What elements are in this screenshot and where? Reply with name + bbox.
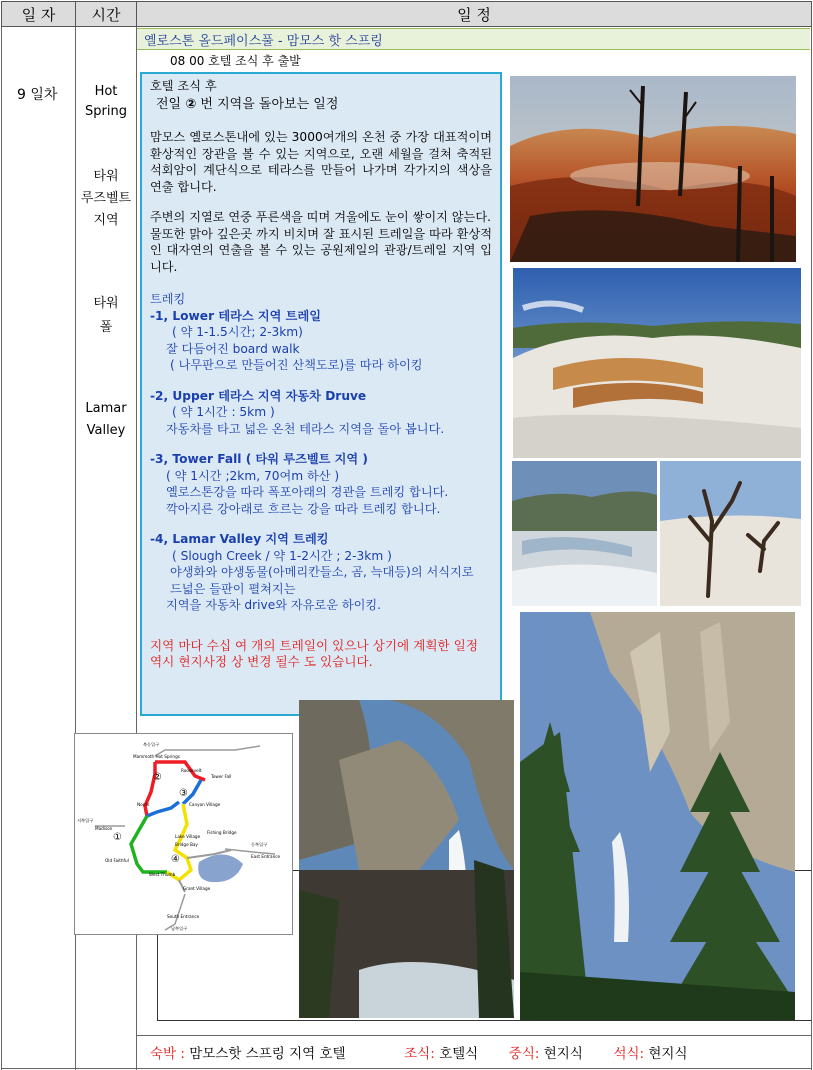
map-label: 북동입구 xyxy=(143,742,160,747)
time-line: 지역 xyxy=(93,213,119,228)
time-line: Spring xyxy=(85,104,127,119)
photo-dead-tree xyxy=(660,461,801,606)
map-label: Old Faithful xyxy=(105,858,129,863)
time-line: Hot xyxy=(94,84,118,99)
map-label: 동쪽입구 xyxy=(251,842,268,847)
box-line2 xyxy=(150,97,492,114)
time-line: 폴 xyxy=(99,320,113,335)
map-marker: ① xyxy=(113,832,122,843)
map-marker: ② xyxy=(153,772,162,783)
photo-terrace-steam xyxy=(512,461,657,606)
trek1-c: ( 나무판으로 만들어진 산책도로)를 따라 하이킹 xyxy=(170,358,423,372)
notice-text: 지역 마다 수십 여 개의 트레일이 있으나 상기에 계획한 일정 역시 현지사정 상 변경 될수 도 있습니다. xyxy=(150,637,479,669)
grid-line xyxy=(811,27,812,1070)
map-label: 남쪽입구 xyxy=(171,926,188,931)
map-label: 서쪽입구 xyxy=(77,818,94,823)
header-schedule-label: 일 정 xyxy=(457,5,491,24)
header-time-label: 시간 xyxy=(91,5,121,24)
trek-title: 트레킹 xyxy=(150,292,186,306)
meal-footer xyxy=(150,1042,688,1062)
grid-line xyxy=(157,1020,811,1021)
trek3-c: 깍아지른 강아래로 흐르는 강을 따라 트레킹 합니다. xyxy=(166,501,441,516)
stay-label: 숙박 : xyxy=(150,1046,185,1062)
grid-line xyxy=(1,27,2,1070)
trek2-a: ( 약 1시간 : 5km ) xyxy=(172,405,275,419)
trek1-heading: -1, Lower 테라스 지역 트레일 xyxy=(150,308,321,323)
trek3-b: 옐로스톤강을 따라 폭포아래의 경관을 트레킹 합니다. xyxy=(166,485,449,499)
map-marker: ④ xyxy=(171,854,180,865)
map-label: Lake Village xyxy=(175,834,201,839)
circle-number: ② xyxy=(185,96,197,112)
header-schedule xyxy=(136,1,812,27)
box-para2b: 물또한 맑아 깊은곳 까지 비치며 잘 표시된 트레일을 따라 환상적인 대자연의 연출을 볼 수 있는 공원제일의 관광/트레일 지역 입니다. xyxy=(150,226,492,274)
time-line: 루즈벨트 xyxy=(80,191,132,206)
photo-tower-fall-forest xyxy=(520,612,795,1020)
map-label: East Entrance xyxy=(251,854,281,859)
header-time xyxy=(75,1,137,27)
box-line2-post: 번 지역을 돌아보는 일정 xyxy=(200,96,339,112)
trek2-heading: -2, Upper 테라스 지역 자동차 Druve xyxy=(150,388,367,403)
dinner-value: 현지식 xyxy=(648,1046,688,1062)
box-line1: 호텔 조식 후 xyxy=(150,79,217,93)
route-banner xyxy=(137,28,810,50)
description-box xyxy=(140,72,502,716)
time-tower-fall xyxy=(76,292,136,340)
stay-value: 맘모스핫 스프링 지역 호텔 xyxy=(189,1046,346,1062)
map-label: Madison xyxy=(95,826,113,831)
grid-line xyxy=(1,1068,812,1069)
trek1-a: ( 약 1-1.5시간; 2-3km) xyxy=(172,325,303,339)
lunch-value: 현지식 xyxy=(543,1046,583,1062)
park-map xyxy=(74,733,293,935)
map-label: Canyon Village xyxy=(189,802,221,807)
header-day-label: 일 자 xyxy=(21,5,56,24)
time-lamar-valley xyxy=(76,398,136,442)
photo-upper-terraces xyxy=(513,268,801,458)
map-label: Mammoth Hot Springs xyxy=(133,754,180,759)
breakfast-value: 호텔식 xyxy=(439,1046,479,1062)
map-label: Tower Fall xyxy=(211,774,232,779)
map-label: Fishing Bridge xyxy=(207,830,237,835)
lunch-label: 중식: xyxy=(508,1046,540,1062)
trek4-heading: -4, Lamar Valley 지역 트레킹 xyxy=(150,532,329,546)
time-line: Lamar xyxy=(85,401,127,416)
breakfast-label: 조식: xyxy=(404,1046,435,1062)
map-label: West Thumb xyxy=(149,872,176,877)
box-para1: 맘모스 옐로스톤내에 있는 3000여개의 온천 중 가장 대표적이며 환상적인 장관을 볼 수 있는 지역으로, 오랜 세월을 걸쳐 축적된 석회암이 계단식으로 테라스를 만들어 나가며 각가지의 색상을 연출 합니다. xyxy=(150,130,492,194)
box-para2a: 주변의 지열로 연중 푸른색을 띠며 겨울에도 눈이 쌓이지 않는다. xyxy=(150,210,491,224)
day-label: 9 일차 xyxy=(17,87,58,103)
dinner-label: 석식: xyxy=(613,1046,645,1062)
map-label: South Entrance xyxy=(167,914,200,919)
departure-line: 08 00 호텔 조식 후 출발 xyxy=(170,54,301,68)
map-label: Norris xyxy=(137,802,150,807)
time-line: 타워 xyxy=(93,169,119,184)
trek2-b: 자동차를 타고 넓은 온천 테라스 지역을 돌아 봅니다. xyxy=(166,421,445,436)
map-label: Bridge Bay xyxy=(175,842,198,847)
map-marker: ③ xyxy=(179,788,188,799)
trek1-b: 잘 다듬어진 board walk xyxy=(166,341,300,356)
photo-tower-fall-rainbow xyxy=(299,700,514,1018)
trek3-heading: -3, Tower Fall ( 타워 루즈벨트 지역 ) xyxy=(150,452,368,466)
map-label: Roosevelt xyxy=(181,768,202,773)
trek3-a: ( 약 1시간 ;2km, 70여m 하산 ) xyxy=(166,468,340,483)
time-line: 타워 xyxy=(93,296,119,311)
trek4-a: ( Slough Creek / 약 1-2시간 ; 2-3km ) xyxy=(172,548,392,563)
trek4-b: 야생화와 야생동물(아메리칸들소, 곰, 늑대등)의 서식지로 드넓은 들판이 펼쳐지는 xyxy=(170,565,474,596)
grid-line xyxy=(136,1035,812,1036)
route-banner-text: 옐로스톤 올드페이스풀 - 맘모스 핫 스프링 xyxy=(144,33,383,49)
photo-mammoth-terraces xyxy=(510,76,796,262)
time-tower-roosevelt xyxy=(76,166,136,232)
grid-line xyxy=(795,870,811,871)
header-day xyxy=(1,1,76,27)
time-line: Valley xyxy=(86,423,126,438)
trek4-c: 지역을 자동차 drive와 자유로운 하이킹. xyxy=(166,598,382,612)
time-hot-spring xyxy=(76,82,136,122)
map-label: Grant Village xyxy=(183,886,211,891)
box-line2-pre: 전일 xyxy=(156,96,182,112)
